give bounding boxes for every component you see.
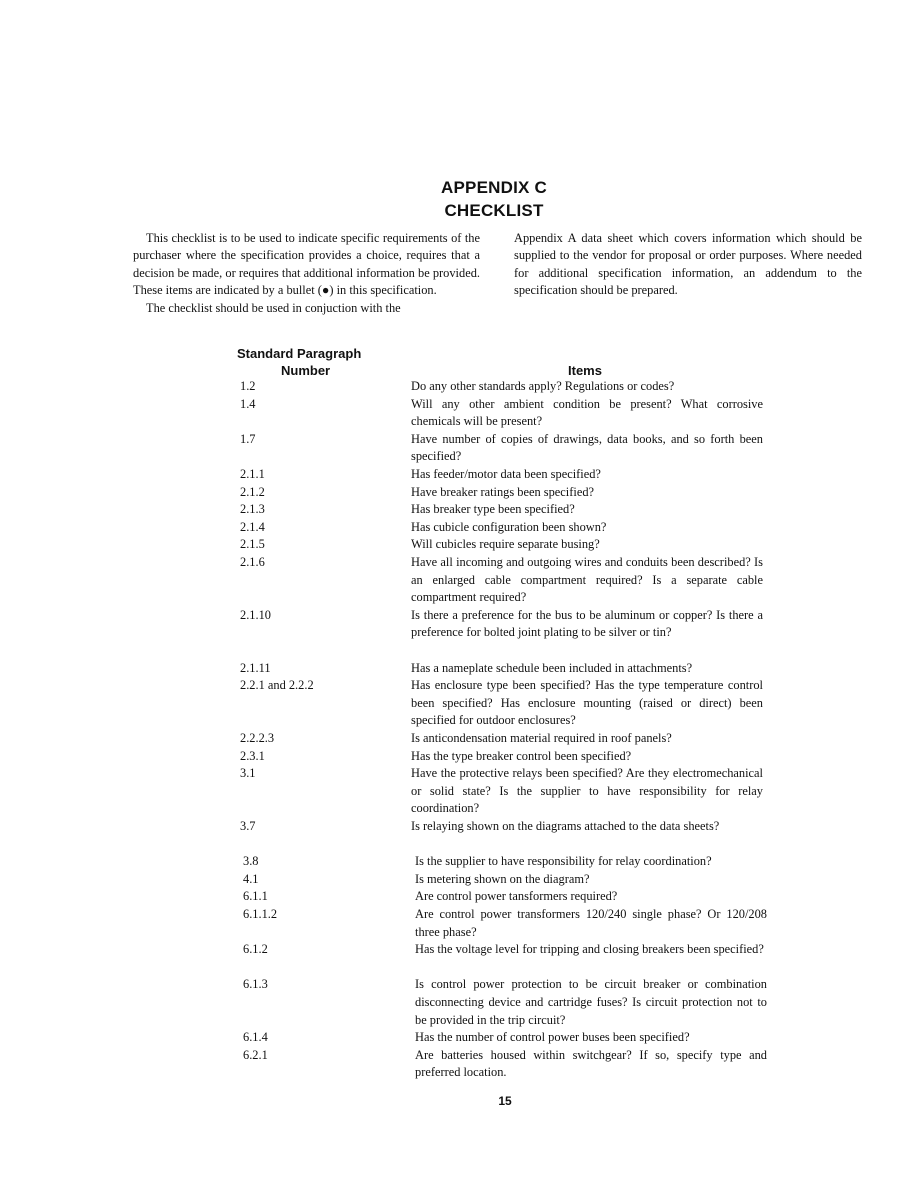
checklist-title: CHECKLIST (444, 201, 544, 220)
checklist-item-text: Have breaker ratings been specified? (411, 484, 595, 499)
paragraph-number: 1.7 (240, 431, 256, 446)
paragraph-number: 6.1.1.2 (243, 907, 278, 921)
checklist-row (0, 906, 918, 941)
checklist-row (0, 431, 918, 466)
checklist-row (0, 888, 918, 906)
checklist-row (0, 554, 918, 607)
checklist-item-text: Has feeder/motor data been specified? (411, 467, 601, 481)
checklist-row (0, 501, 918, 519)
checklist-item-text: Has the type breaker control been specified? (411, 748, 632, 763)
paragraph-number: 2.2.1 and 2.2.2 (240, 678, 314, 693)
column-header-number (237, 345, 397, 379)
checklist-item-text: Will any other ambient condition be present? What corrosive chemicals will be present? (411, 396, 763, 429)
paragraph-number: 6.2.1 (243, 1047, 268, 1062)
checklist-item-text: Are control power transformers 120/240 single phase? Or 120/208 three phase? (415, 907, 767, 939)
paragraph-number: 6.1.1 (243, 889, 268, 904)
checklist-row (0, 396, 918, 431)
checklist-item-text: Has enclosure type been specified? Has the type temperature control been specified? Has enclosure mounting (raised or direct) been specified for outdoor enclosures? (411, 678, 763, 728)
checklist-item-text: Do any other standards apply? Regulations or codes? (411, 379, 675, 393)
checklist-row (0, 378, 918, 396)
checklist-item-text: Have all incoming and outgoing wires and conduits been described? Is an enlarged cable compartment required? Is a separate cable compartment required? (411, 555, 763, 605)
intro-paragraph: This checklist is to be used to indicate specific requirements of the purchaser where the specification provides a choice, requires that a decision be made, or requires that additional information be provided. These items are indicated by a bullet (●) in this specification. (133, 231, 480, 298)
paragraph-number: 2.1.1 (240, 467, 265, 481)
checklist-row (0, 607, 918, 660)
checklist-row (0, 941, 918, 976)
paragraph-number: 3.1 (240, 766, 256, 781)
checklist-item-text: Has a nameplate schedule been included in attachments? (411, 660, 693, 675)
intro-paragraph-right: Appendix A data sheet which covers information which should be supplied to the vendor for proposal or order purposes. Where needed for additional specification information, an addendum to the specification should be prepared. (514, 231, 862, 298)
checklist-item-text: Is the supplier to have responsibility for relay coordination? (415, 854, 712, 869)
checklist-item-text: Has the voltage level for tripping and closing breakers been specified? (415, 942, 764, 957)
checklist-item-text: Will cubicles require separate busing? (411, 537, 600, 552)
paragraph-number: 2.2.2.3 (240, 731, 275, 745)
paragraph-number: 6.1.2 (243, 942, 268, 957)
page-number: 15 (498, 1094, 512, 1108)
checklist-item-text: Have number of copies of drawings, data books, and so forth been specified? (411, 431, 763, 464)
checklist-row (0, 818, 918, 853)
column-header-number-line2: Number (281, 363, 331, 378)
checklist-row (0, 677, 918, 730)
checklist-row (0, 730, 918, 748)
checklist-row (0, 748, 918, 766)
appendix-title: APPENDIX C (441, 178, 547, 197)
checklist-item-text: Has the number of control power buses been specified? (415, 1030, 690, 1045)
column-header-items: Items (568, 363, 602, 378)
paragraph-number: 2.1.4 (240, 519, 265, 534)
paragraph-number: 2.1.2 (240, 484, 265, 499)
paragraph-number: 1.4 (240, 396, 256, 411)
paragraph-number: 2.1.3 (240, 502, 265, 517)
checklist-row (0, 466, 918, 484)
checklist-item-text: Is anticondensation material required in roof panels? (411, 731, 672, 745)
paragraph-number: 2.3.1 (240, 748, 265, 763)
checklist-item-text: Is relaying shown on the diagrams attached to the data sheets? (411, 819, 720, 833)
column-header-number-line1: Standard Paragraph (237, 346, 362, 361)
checklist-row (0, 484, 918, 502)
checklist-row (0, 1029, 918, 1047)
checklist-row (0, 976, 918, 1029)
checklist-item-text: Are batteries housed within switchgear? If so, specify type and preferred location. (415, 1047, 767, 1080)
checklist-row (0, 853, 918, 871)
checklist-item-text: Is control power protection to be circuit breaker or combination disconnecting device and cartridge fuses? Is circuit protection not to be provided in the trip circuit? (415, 977, 767, 1027)
checklist-item-text: Are control power tansformers required? (415, 889, 618, 904)
checklist-row (0, 765, 918, 818)
paragraph-number: 2.1.6 (240, 555, 265, 569)
checklist-item-text: Is there a preference for the bus to be aluminum or copper? Is there a preference for bolted joint plating to be silver or tin? (411, 607, 763, 640)
paragraph-number: 2.1.11 (240, 660, 271, 675)
paragraph-number: 2.1.5 (240, 537, 265, 552)
paragraph-number: 4.1 (243, 871, 259, 886)
checklist-row (0, 871, 918, 889)
checklist-row (0, 1047, 918, 1082)
checklist-item-text: Has cubicle configuration been shown? (411, 519, 607, 534)
checklist-item-text: Is metering shown on the diagram? (415, 871, 590, 886)
paragraph-number: 3.8 (243, 854, 259, 869)
intro-paragraph-continued: The checklist should be used in conjuction with the (146, 300, 401, 315)
paragraph-number: 6.1.4 (243, 1030, 268, 1045)
checklist-row (0, 660, 918, 678)
checklist-row (0, 519, 918, 537)
intro-right-column (514, 230, 862, 300)
paragraph-number: 6.1.3 (243, 977, 268, 992)
checklist-item-text: Have the protective relays been specified? Are they electromechanical or solid state? Is the supplier to have responsibility for relay coordination? (411, 766, 763, 816)
checklist-item-text: Has breaker type been specified? (411, 502, 575, 517)
paragraph-number: 1.2 (240, 379, 256, 393)
paragraph-number: 2.1.10 (240, 607, 271, 622)
checklist-row (0, 536, 918, 554)
intro-left-column (133, 230, 480, 317)
paragraph-number: 3.7 (240, 819, 256, 833)
